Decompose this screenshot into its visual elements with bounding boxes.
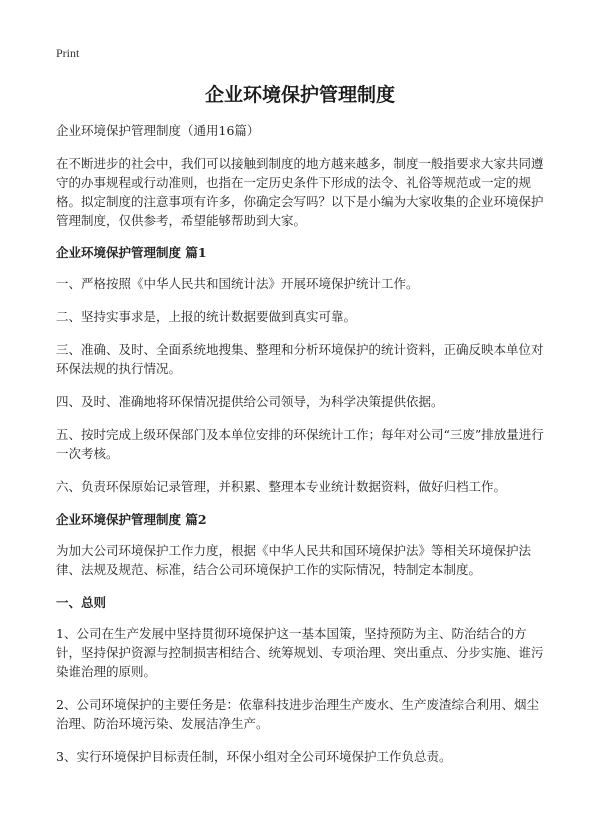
paragraph: 六、负责环保原始记录管理，并积累、整理本专业统计数据资料，做好归档工作。 [56, 479, 507, 494]
paragraph: 四、及时、准确地将环保情况提供给公司领导，为科学决策提供依据。 [56, 394, 444, 409]
document-body [56, 121, 546, 780]
section-heading-general: 一、总则 [56, 595, 107, 610]
paragraph: 1、公司在生产发展中坚持贯彻环境保护这一基本国策，坚持预防为主、防治结合的方针，坚持保护资源与控制损害相结合、统筹规划、专项治理、突出重点、分步实施、谁污染谁治理的原则。 [56, 626, 544, 679]
paragraph: 五、按时完成上级环保部门及本单位安排的环保统计工作；每年对公司“三废”排放量进行一次考核。 [56, 427, 544, 461]
section-heading-1: 企业环境保护管理制度 篇1 [56, 245, 207, 260]
paragraph: 一、严格按照《中华人民共和国统计法》开展环境保护统计工作。 [56, 276, 419, 291]
document-subtitle: 企业环境保护管理制度（通用16篇） [56, 123, 260, 138]
section-heading-2: 企业环境保护管理制度 篇2 [56, 512, 207, 527]
print-link[interactable]: Print [56, 46, 80, 60]
document-title: 企业环境保护管理制度 [204, 84, 395, 106]
intro-paragraph: 在不断进步的社会中，我们可以接触到制度的地方越来越多，制度一般指要求大家共同遵守的办事规程或行动准则，也指在一定历史条件下形成的法令、礼俗等规范或一定的规格。拟定制度的注意事项有许多，你确定会写吗？以下是小编为大家收集的企业环境保护管理制度，仅供参考，希望能够帮助到大家。 [56, 156, 544, 228]
paragraph: 三、准确、及时、全面系统地搜集、整理和分析环境保护的统计资料，正确反映本单位对环保法规的执行情况。 [56, 342, 544, 376]
paragraph: 3、实行环境保护目标责任制，环保小组对全公司环境保护工作负总责。 [56, 749, 452, 764]
paragraph: 为加大公司环境保护工作力度，根据《中华人民共和国环境保护法》等相关环境保护法律、法规及规范、标准，结合公司环境保护工作的实际情况，特制定本制度。 [56, 543, 532, 577]
paragraph: 2、公司环境保护的主要任务是：依靠科技进步治理生产废水、生产废渣综合利用、烟尘治理、防治环境污染、发展洁净生产。 [56, 697, 539, 731]
paragraph: 二、坚持实事求是，上报的统计数据要做到真实可靠。 [56, 309, 357, 324]
